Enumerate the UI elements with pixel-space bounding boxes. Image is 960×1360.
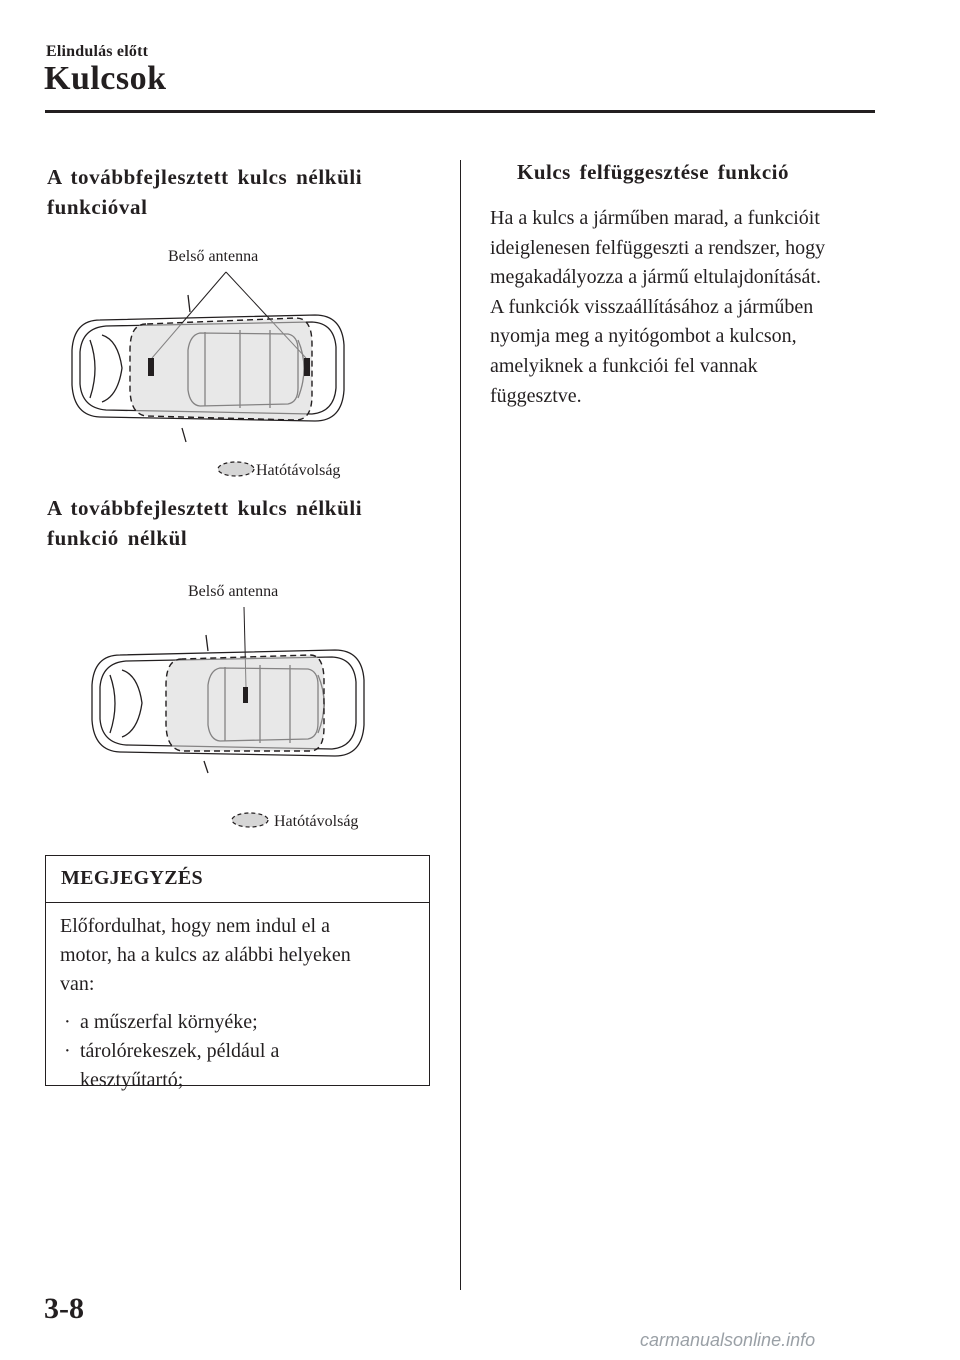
range-label: Hatótávolság bbox=[256, 462, 341, 479]
internal-antenna-label: Belső antenna bbox=[188, 583, 279, 600]
note-item-line: tárolórekeszek, például a bbox=[80, 1040, 280, 1062]
paragraph-line: A funkciók visszaállításához a járműben bbox=[490, 295, 814, 318]
title-divider bbox=[45, 110, 875, 113]
section-heading-with-advanced-keyless bbox=[47, 162, 427, 222]
paragraph-line: amelyiknek a funkciói fel vannak bbox=[490, 354, 758, 377]
range-label: Hatótávolság bbox=[274, 813, 359, 830]
chapter-title: Elindulás előtt bbox=[46, 43, 149, 60]
section-heading-without-advanced-keyless bbox=[47, 493, 427, 553]
page-title: Kulcsok bbox=[44, 60, 167, 97]
bullet-icon: · bbox=[64, 1011, 71, 1033]
note-box bbox=[45, 855, 430, 1091]
paragraph-line: Ha a kulcs a járműben marad, a funkcióit bbox=[490, 207, 820, 229]
heading-line: funkcióval bbox=[47, 195, 148, 219]
paragraph-line: megakadályozza a jármű eltulajdonítását. bbox=[490, 266, 821, 289]
note-item-line: a műszerfal környéke; bbox=[80, 1011, 258, 1033]
range-area bbox=[130, 318, 312, 420]
note-item-line: kesztyűtartó; bbox=[80, 1069, 184, 1091]
paragraph-line: ideiglenesen felfüggeszti a rendszer, hogy bbox=[490, 236, 826, 259]
internal-antenna-label: Belső antenna bbox=[168, 248, 259, 265]
note-list-item bbox=[60, 1008, 415, 1037]
heading-line: funkció nélkül bbox=[47, 526, 188, 550]
car-antenna-diagram-with-keyless bbox=[60, 240, 380, 490]
note-text-line: van: bbox=[60, 973, 95, 995]
bullet-icon: · bbox=[64, 1040, 71, 1062]
page-number: 3-8 bbox=[44, 1292, 84, 1325]
car-antenna-diagram-without-keyless bbox=[80, 575, 400, 840]
watermark[interactable]: carmanualsonline.info bbox=[640, 1330, 816, 1350]
heading-line: A továbbfejlesztett kulcs nélküli bbox=[47, 165, 363, 189]
paragraph-line: függesztve. bbox=[490, 384, 582, 407]
antenna-marker bbox=[148, 358, 154, 376]
note-list-item bbox=[60, 1037, 415, 1095]
range-legend-icon bbox=[218, 462, 254, 476]
car-top-view-diagram bbox=[80, 575, 400, 840]
note-text-line: motor, ha a kulcs az alábbi helyeken bbox=[60, 944, 351, 966]
car-top-view-diagram bbox=[60, 240, 380, 490]
note-text-line: Előfordulhat, hogy nem indul el a bbox=[60, 915, 330, 937]
section-heading-key-suspend-function: Kulcs felfüggesztése funkció bbox=[517, 160, 789, 184]
key-suspend-paragraph bbox=[490, 204, 890, 411]
note-body bbox=[46, 903, 429, 1095]
column-divider bbox=[460, 160, 461, 1290]
heading-line: A továbbfejlesztett kulcs nélküli bbox=[47, 496, 363, 520]
antenna-marker bbox=[243, 687, 248, 703]
note-title: MEGJEGYZÉS bbox=[46, 856, 429, 903]
range-legend-icon bbox=[232, 813, 268, 827]
paragraph-line: nyomja meg a nyitógombot a kulcson, bbox=[490, 325, 797, 348]
antenna-marker bbox=[304, 358, 310, 376]
